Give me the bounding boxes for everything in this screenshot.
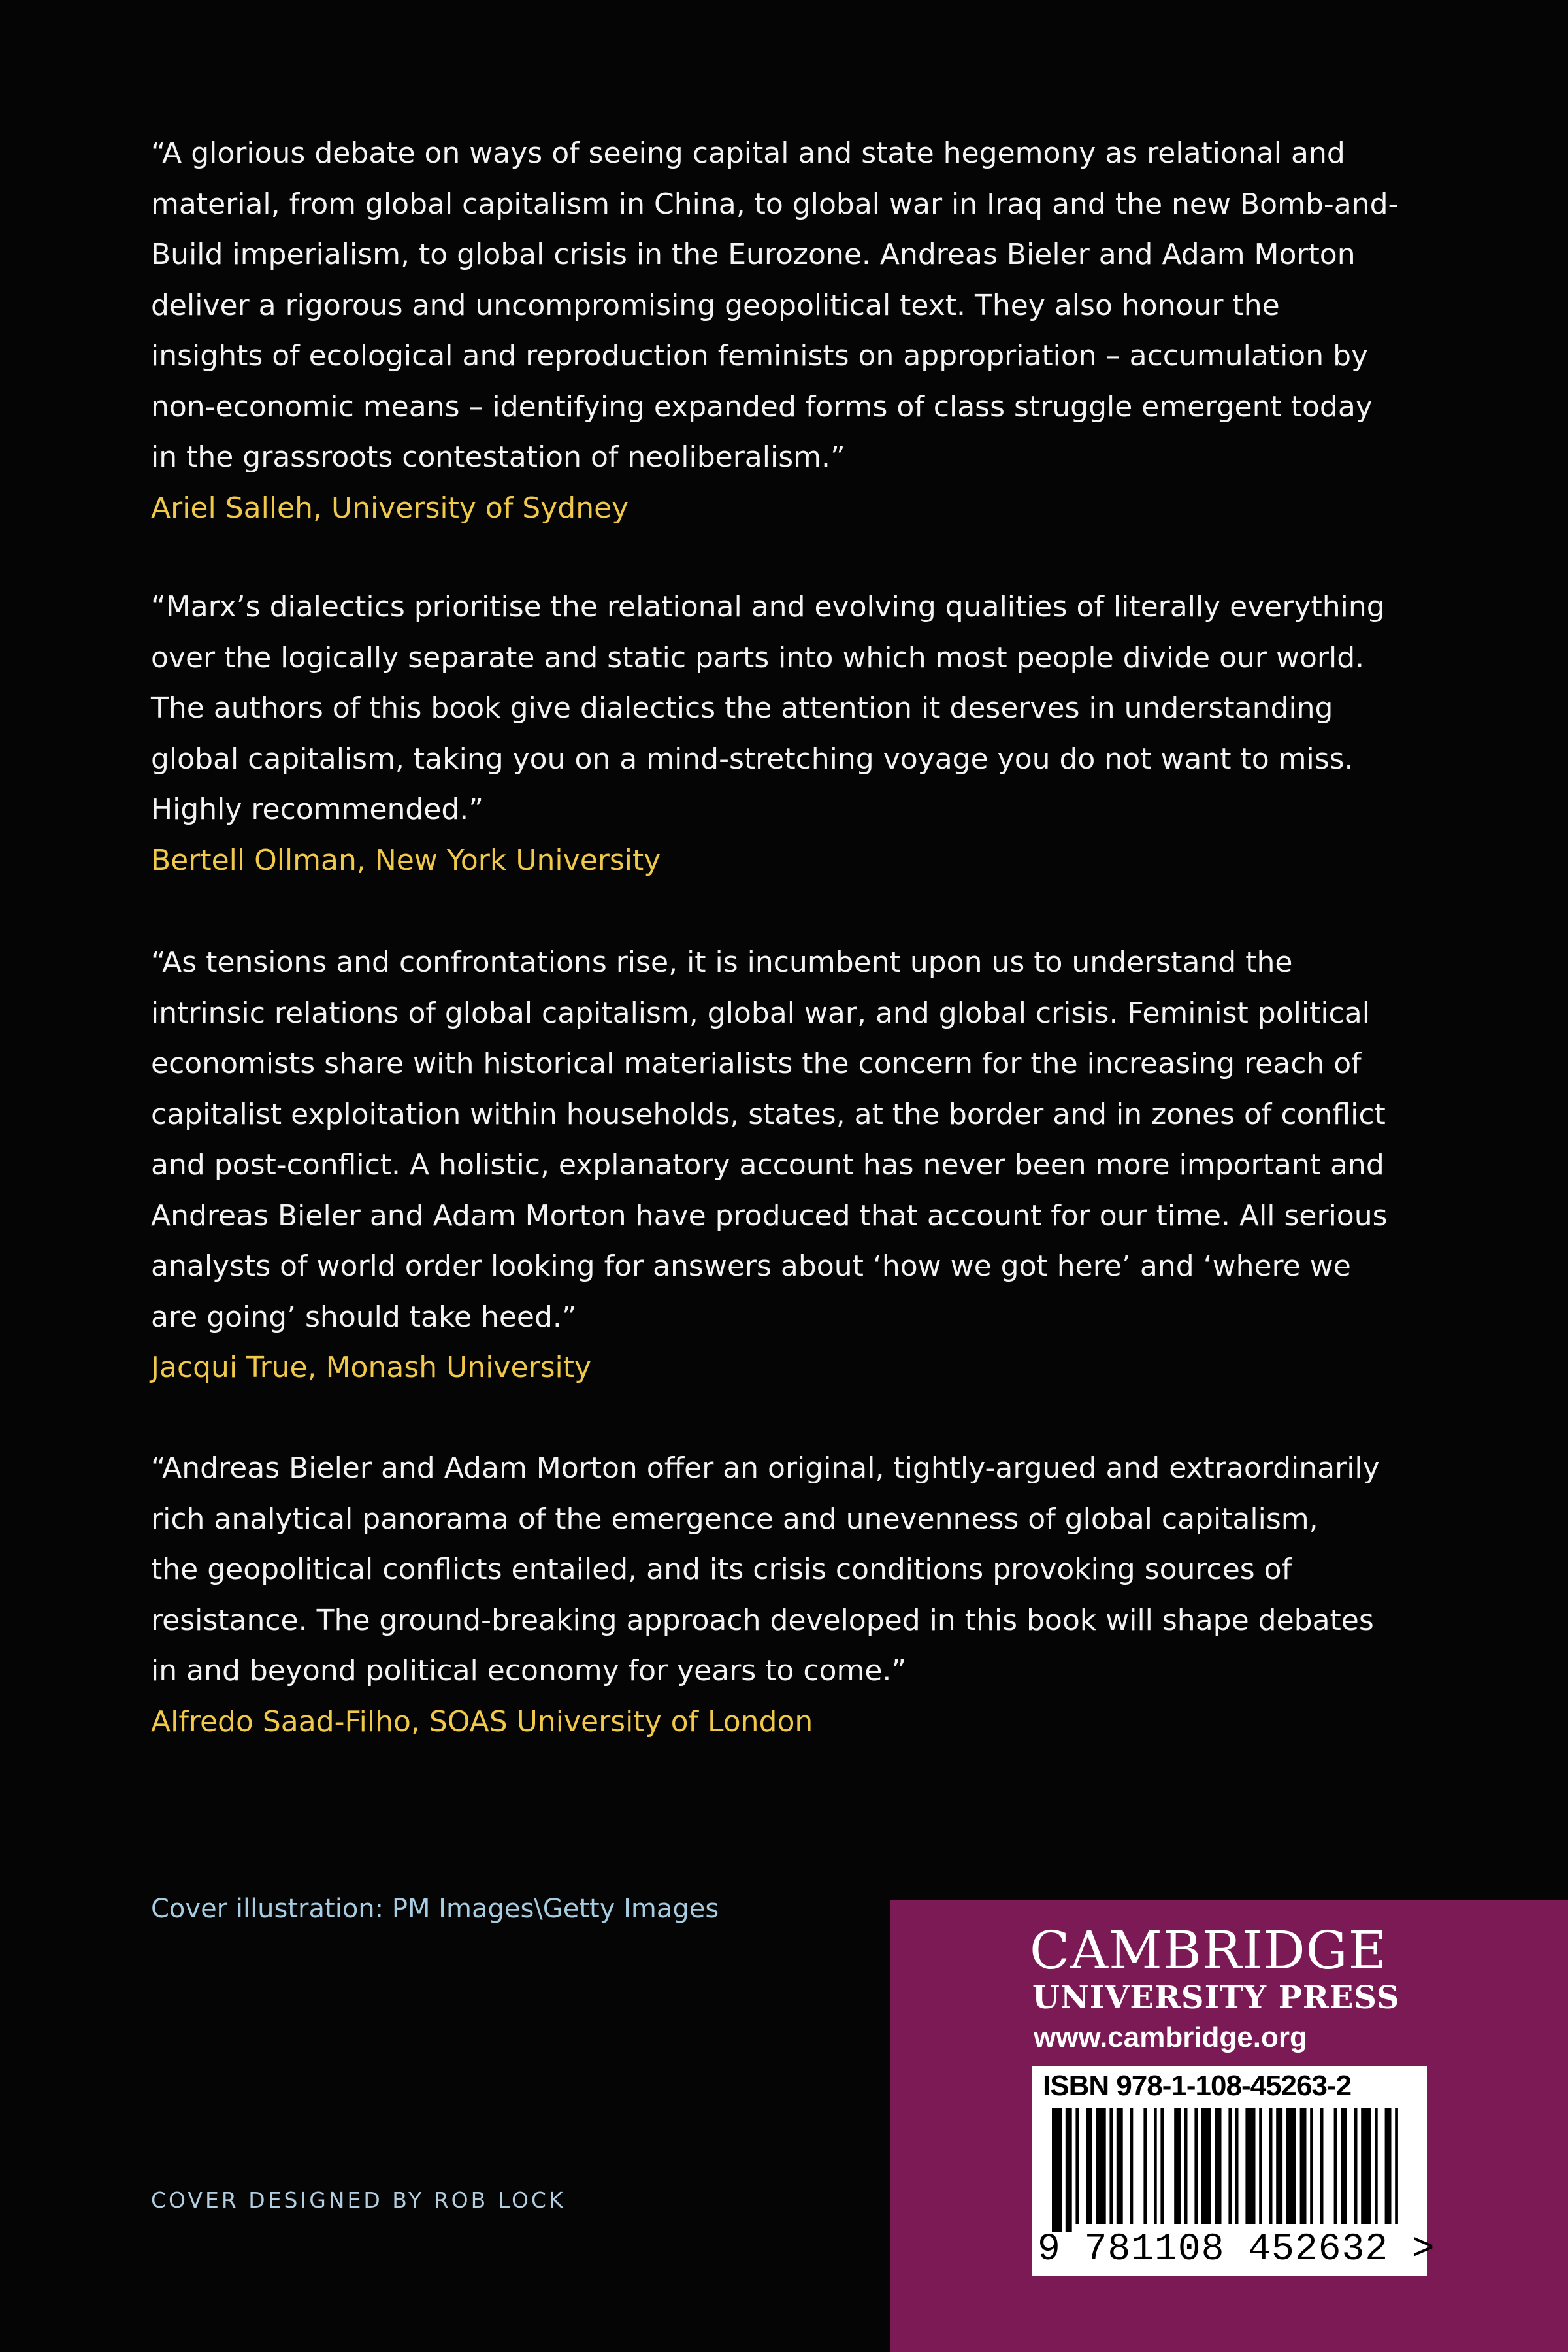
barcode-bar xyxy=(1052,2108,1062,2232)
barcode-bar xyxy=(1194,2108,1198,2224)
endorsement-attribution: Alfredo Saad-Filho, SOAS University of London xyxy=(151,1704,813,1738)
barcode-image xyxy=(1052,2108,1405,2232)
barcode-bar xyxy=(1109,2108,1113,2224)
isbn-number: ISBN 978-1-108-45263-2 xyxy=(1043,2070,1352,2102)
barcode-bar xyxy=(1310,2108,1313,2224)
barcode-bar xyxy=(1215,2108,1222,2224)
barcode-bar xyxy=(1341,2108,1347,2224)
barcode-bar xyxy=(1375,2108,1378,2224)
publisher-panel xyxy=(890,1900,1568,2352)
barcode-bar xyxy=(1154,2108,1157,2224)
barcode-bar xyxy=(1286,2108,1296,2224)
publisher-subname: UNIVERSITY PRESS xyxy=(1032,1979,1400,2016)
barcode-bar xyxy=(1235,2108,1239,2224)
endorsement-3 xyxy=(151,937,1445,1393)
barcode-digits: 9 781108 452632 > xyxy=(1037,2228,1435,2271)
endorsement-text: “Marx’s dialectics prioritise the relational and evolving qualities of literally everything over the logically separate and static parts into which most people divide our world. The authors of this book give dialectics the attention it deserves in understanding global capitalism, taking you on a mind-stretching voyage you do not want to miss. Highly recommended.” xyxy=(151,590,1385,826)
barcode-bar xyxy=(1117,2108,1123,2224)
cover-designer-credit: COVER DESIGNED BY ROB LOCK xyxy=(151,2187,566,2213)
barcode-bar xyxy=(1096,2108,1106,2224)
barcode-bar xyxy=(1259,2108,1262,2224)
endorsement-1 xyxy=(151,128,1445,533)
endorsement-text: “A glorious debate on ways of seeing capital and state hegemony as relational and material, from global capitalism in China, to global war in Iraq and the new Bomb-and- Build imperialism, to global crisis in the Eurozone. Andreas Bieler and Adam Morton deliver a rigorous and uncompromising geopolitical text. They also honour the insights of ecological and reproduction feminists on appropriation – accumulation by non-economic means – identifying expanded forms of class struggle emergent today in the grassroots contestation of neoliberalism.” xyxy=(151,137,1399,474)
barcode-bar xyxy=(1300,2108,1307,2224)
barcode-label xyxy=(1032,2066,1435,2276)
barcode-bar xyxy=(1066,2108,1072,2232)
barcode-bar xyxy=(1320,2108,1324,2224)
barcode-bar xyxy=(1174,2108,1181,2224)
barcode-bar xyxy=(1201,2108,1211,2224)
barcode-bar xyxy=(1228,2108,1232,2224)
barcode-bar xyxy=(1245,2108,1255,2224)
publisher-url: www.cambridge.org xyxy=(1034,2021,1307,2053)
endorsement-2 xyxy=(151,582,1445,886)
endorsement-attribution: Ariel Salleh, University of Sydney xyxy=(151,491,629,525)
barcode-bar xyxy=(1130,2108,1134,2224)
barcode-bar xyxy=(1269,2108,1273,2224)
barcode-bar xyxy=(1184,2108,1188,2224)
endorsement-attribution: Jacqui True, Monash University xyxy=(151,1351,592,1384)
endorsement-4 xyxy=(151,1443,1445,1747)
endorsement-attribution: Bertell Ollman, New York University xyxy=(151,843,661,877)
barcode-bar xyxy=(1143,2108,1147,2224)
barcode-bar xyxy=(1395,2108,1398,2224)
endorsement-text: “Andreas Bieler and Adam Morton offer an original, tightly-argued and extraordinarily rich analytical panorama of the emergence and unevenness of global capitalism, the geopolitical conflicts entailed, and its crisis conditions provoking sources of resistance. The ground-breaking approach developed in this book will shape debates in and beyond political economy for years to come.” xyxy=(151,1451,1380,1687)
barcode-bar xyxy=(1075,2108,1079,2224)
barcode-bar xyxy=(1361,2108,1371,2224)
barcode-bar xyxy=(1276,2108,1282,2224)
barcode-bar xyxy=(1354,2108,1358,2224)
endorsement-text: “As tensions and confrontations rise, it is incumbent upon us to understand the intrinsic relations of global capitalism, global war, and global crisis. Feminist political economists share with historical materialists the concern for the increasing reach of capitalist exploitation within households, states, at the border and in zones of conflict and post-conflict. A holistic, explanatory account has never been more important and Andreas Bieler and Adam Morton have produced that account for our time. All serious analysts of world order looking for answers about ‘how we got here’ and ‘where we are going’ should take heed.” xyxy=(151,946,1388,1334)
barcode-bar xyxy=(1086,2108,1092,2224)
barcode-bar xyxy=(1160,2108,1164,2224)
cover-illustration-credit: Cover illustration: PM Images\Getty Images xyxy=(151,1894,719,1924)
barcode-bar xyxy=(1385,2108,1392,2224)
publisher-name: CAMBRIDGE xyxy=(1030,1920,1387,1981)
barcode-bar xyxy=(1334,2108,1337,2224)
